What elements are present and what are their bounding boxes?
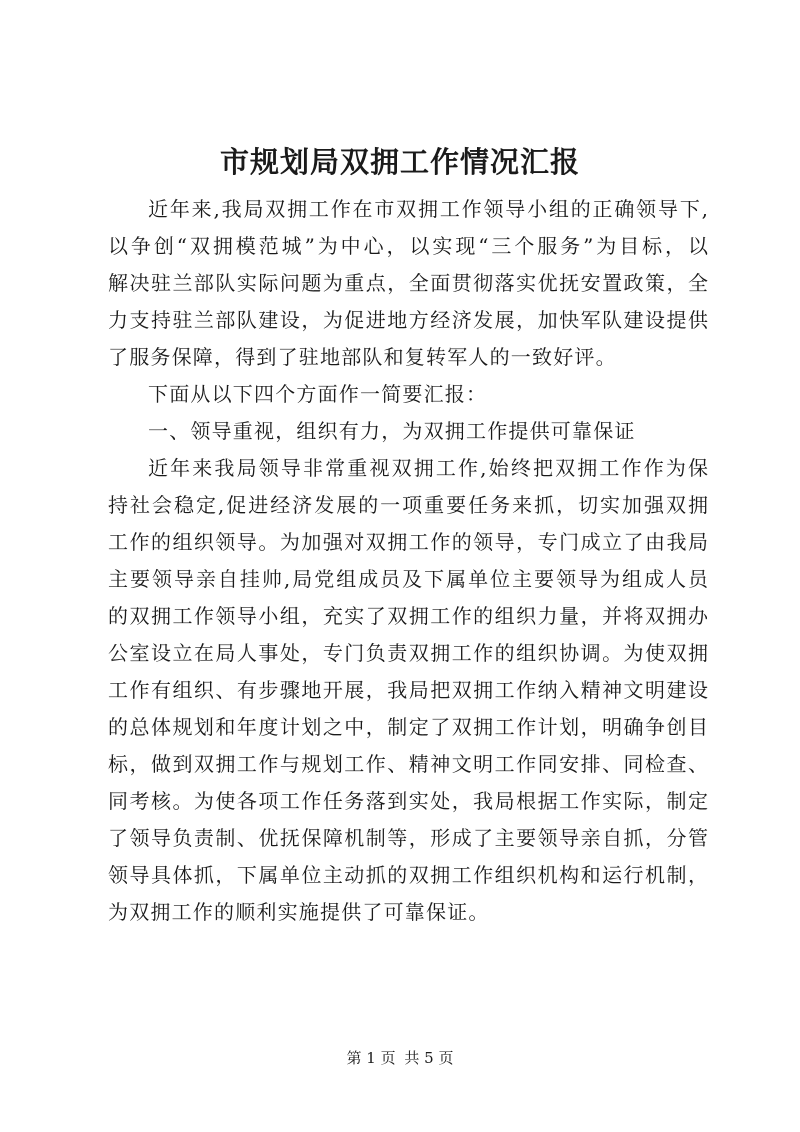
paragraph-line: 以争创“双拥模范城”为中心，以实现“三个服务”为目标，以 — [108, 234, 708, 258]
paragraph-line: 标，做到双拥工作与规划工作、精神文明工作同安排、同检查、 — [108, 752, 708, 776]
page-total: 共 5 页 — [404, 1049, 454, 1067]
paragraph-line: 同考核。为使各项工作任务落到实处，我局根据工作实际，制定 — [108, 789, 708, 813]
paragraph-line: 领导具体抓，下属单位主动抓的双拥工作组织机构和运行机制， — [108, 863, 708, 887]
paragraph-line: 为双拥工作的顺利实施提供了可靠保证。 — [108, 900, 490, 924]
paragraph-line: 公室设立在局人事处，专门负责双拥工作的组织协调。为使双拥 — [108, 641, 708, 665]
page-number: 第 1 页 — [346, 1049, 396, 1067]
paragraph-line: 持社会稳定,促进经济发展的一项重要任务来抓，切实加强双拥 — [108, 493, 708, 517]
document-title: 市规划局双拥工作情况汇报 — [219, 145, 580, 179]
section-heading: 一、领导重视，组织有力，为双拥工作提供可靠保证 — [148, 419, 636, 443]
document-body — [108, 191, 708, 931]
paragraph-line: 的双拥工作领导小组，充实了双拥工作的组织力量，并将双拥办 — [108, 604, 708, 628]
page-footer — [0, 1048, 800, 1068]
paragraph-line: 近年来,我局双拥工作在市双拥工作领导小组的正确领导下, — [148, 197, 708, 221]
paragraph-line: 近年来我局领导非常重视双拥工作,始终把双拥工作作为保 — [148, 456, 708, 480]
paragraph-line: 的总体规划和年度计划之中，制定了双拥工作计划，明确争创目 — [108, 715, 708, 739]
paragraph-line: 了领导负责制、优抚保障机制等，形成了主要领导亲自抓，分管 — [108, 826, 708, 850]
paragraph-line: 解决驻兰部队实际问题为重点，全面贯彻落实优抚安置政策，全 — [108, 271, 708, 295]
paragraph-line: 了服务保障，得到了驻地部队和复转军人的一致好评。 — [108, 345, 617, 369]
paragraph-line: 工作的组织领导。为加强对双拥工作的领导，专门成立了由我局 — [108, 530, 708, 554]
paragraph-line: 下面从以下四个方面作一简要汇报： — [148, 382, 488, 406]
paragraph-line: 力支持驻兰部队建设，为促进地方经济发展，加快军队建设提供 — [108, 308, 708, 332]
paragraph-line: 工作有组织、有步骤地开展，我局把双拥工作纳入精神文明建设 — [108, 678, 708, 702]
paragraph-line: 主要领导亲自挂帅,局党组成员及下属单位主要领导为组成人员 — [108, 567, 708, 591]
